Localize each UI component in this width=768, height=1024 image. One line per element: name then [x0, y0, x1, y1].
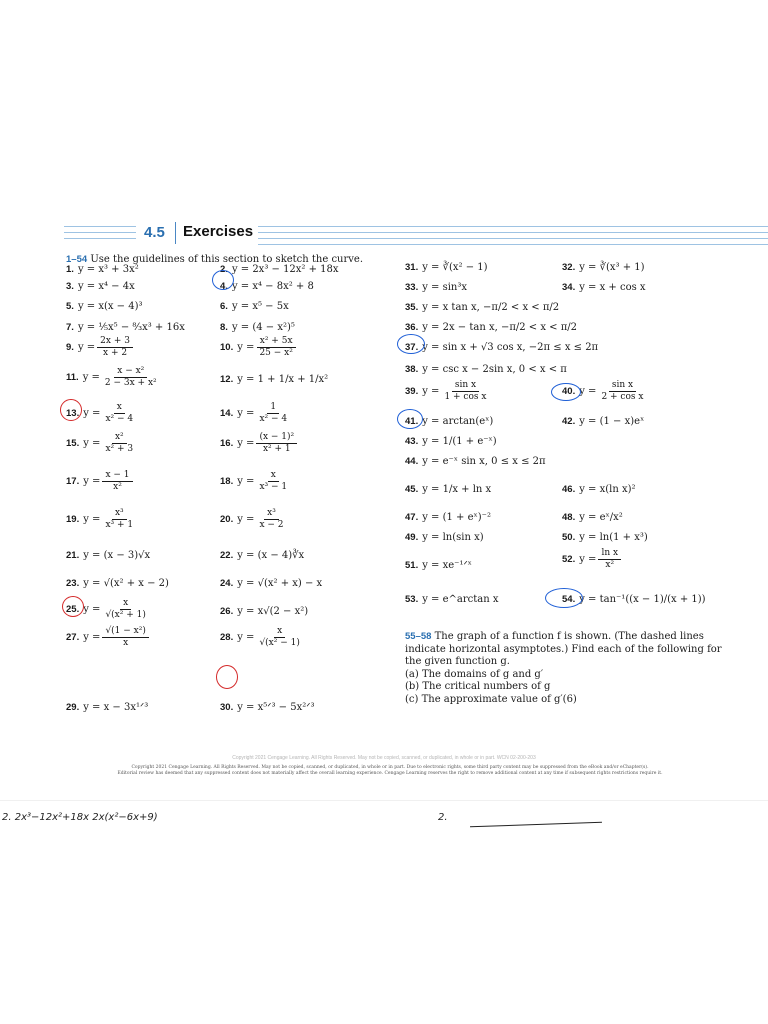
- fraction-denominator: x: [123, 638, 129, 648]
- exercise-equation: y = ln(sin x): [422, 532, 484, 543]
- exercise-7: [66, 322, 185, 334]
- exercise-equation: y = x⁴ − 4x: [77, 281, 135, 292]
- exercise-equation: y = e^arctan x: [422, 594, 499, 605]
- exercise-equation: y = (1 − x)eˣ: [579, 416, 645, 427]
- copyright-line-1: Copyright 2021 Cengage Learning. All Rights Reserved. May not be copied, scanned, or duplicated, in whole or in part. WCN 02-200-203: [232, 755, 536, 761]
- fraction-denominator: x + 2: [103, 348, 128, 358]
- exercise-22: [220, 550, 304, 562]
- exercise-lhs: y =: [237, 438, 255, 449]
- fraction-numerator: x: [268, 470, 279, 482]
- exercise-number: 48.: [562, 512, 576, 523]
- exercise-number: 35.: [405, 302, 419, 313]
- exercise-number: 32.: [562, 262, 576, 273]
- exercise-number: 4.: [220, 281, 228, 292]
- exercise-number: 40.: [562, 386, 576, 397]
- header-rule-right-4: [258, 244, 768, 245]
- fraction: [256, 336, 295, 359]
- exercise-lhs: y =: [237, 408, 255, 419]
- exercise-equation: y = x tan x, −π/2 < x < π/2: [422, 302, 560, 313]
- exercise-39: [405, 380, 491, 403]
- exercise-equation: y = csc x − 2sin x, 0 < x < π: [422, 364, 567, 375]
- fraction: [441, 380, 489, 403]
- exercise-27: [66, 626, 151, 649]
- fraction-numerator: ln x: [598, 548, 621, 560]
- exercise-number: 16.: [220, 438, 234, 449]
- exercise-equation: y = x(x − 4)³: [77, 301, 143, 312]
- fraction: [256, 626, 302, 649]
- section-55-58: [405, 631, 735, 706]
- exercise-equation: y = sin³x: [422, 282, 468, 293]
- pen-circle-11: [60, 399, 82, 421]
- section-divider: [175, 222, 176, 244]
- instructions-text: Use the guidelines of this section to sketch the curve.: [90, 254, 364, 265]
- exercise-equation: y = ln(1 + x³): [579, 532, 648, 543]
- exercise-24: [220, 578, 322, 590]
- fraction-numerator: x² + 5x: [257, 336, 296, 348]
- fraction-denominator: x³ − 1: [259, 482, 288, 492]
- pen-circle-37: [397, 334, 425, 354]
- exercise-equation: y = ∛(x² − 1): [422, 262, 488, 273]
- exercise-20: [220, 508, 289, 531]
- exercise-lhs: y =: [579, 386, 597, 397]
- pen-circle-40: [551, 383, 581, 401]
- exercise-number: 31.: [405, 262, 419, 273]
- exercise-number: 21.: [66, 550, 80, 561]
- fraction: [102, 470, 132, 493]
- exercise-21: [66, 550, 150, 562]
- exercise-lhs: y =: [237, 632, 255, 643]
- exercise-equation: y = x⁴ − 8x² + 8: [231, 281, 314, 292]
- exercise-number: 51.: [405, 560, 419, 571]
- exercise-equation: y = x³ + 3x²: [77, 264, 139, 275]
- fraction: [256, 432, 297, 455]
- pen-circle-41: [397, 409, 423, 429]
- header-rule-left-2: [64, 232, 136, 233]
- exercise-number: 36.: [405, 322, 419, 333]
- exercise-49: [405, 532, 484, 544]
- exercise-number: 10.: [220, 342, 234, 353]
- pen-circle-2: [212, 270, 234, 290]
- fraction-numerator: x: [274, 626, 285, 638]
- fraction-denominator: 2 − 3x + x²: [104, 378, 157, 388]
- fraction-denominator: x² − 4: [105, 414, 134, 424]
- fraction: [598, 380, 646, 403]
- header-rule-left-1: [64, 226, 136, 227]
- exercise-number: 45.: [405, 484, 419, 495]
- exercise-lhs: y =: [579, 554, 597, 565]
- exercise-17: [66, 470, 135, 493]
- fraction-numerator: x: [120, 598, 131, 610]
- exercise-number: 12.: [220, 374, 234, 385]
- exercise-45: [405, 484, 491, 496]
- fraction-numerator: x³: [264, 508, 279, 520]
- exercise-8: [220, 322, 295, 334]
- exercise-32: [562, 262, 645, 274]
- exercise-50: [562, 532, 648, 544]
- pen-circle-23: [62, 596, 84, 617]
- exercise-lhs: y =: [422, 386, 440, 397]
- header-rule-right-3: [258, 238, 768, 239]
- exercise-number: 11.: [66, 372, 79, 383]
- section2-text: The graph of a function f is shown. (The dashed lines indicate horizontal asymptotes.) Find each of the following for the given function g.: [405, 631, 722, 667]
- exercise-52: [562, 548, 623, 571]
- exercise-9: [66, 336, 135, 359]
- exercise-54: [562, 594, 706, 606]
- exercise-number: 24.: [220, 578, 234, 589]
- exercise-number: 8.: [220, 322, 228, 333]
- exercise-number: 54.: [562, 594, 576, 605]
- fraction-denominator: x − 2: [259, 520, 284, 530]
- exercise-51: [405, 560, 472, 572]
- section2-item-c: (c) The approximate value of g′(6): [405, 693, 577, 705]
- header-rule-right-1: [258, 226, 768, 227]
- exercise-10: [220, 336, 298, 359]
- header-rule-left-3: [64, 238, 136, 239]
- fraction-numerator: 2x + 3: [97, 336, 133, 348]
- exercise-23: [66, 578, 169, 590]
- fraction: [598, 548, 621, 571]
- section-number: 4.5: [144, 224, 165, 241]
- exercise-48: [562, 512, 623, 524]
- exercise-lhs: y =: [83, 408, 101, 419]
- exercise-2: [220, 264, 339, 276]
- exercise-number: 7.: [66, 322, 74, 333]
- exercise-equation: y = (4 − x²)⁵: [231, 322, 295, 333]
- exercise-equation: y = 1/x + ln x: [422, 484, 492, 495]
- exercise-number: 50.: [562, 532, 576, 543]
- exercise-28: [220, 626, 305, 649]
- fraction-numerator: sin x: [609, 380, 636, 392]
- exercise-number: 53.: [405, 594, 419, 605]
- exercise-34: [562, 282, 646, 294]
- exercise-number: 42.: [562, 416, 576, 427]
- exercise-number: 30.: [220, 702, 234, 713]
- exercise-number: 20.: [220, 514, 234, 525]
- fraction-denominator: x² + 1: [262, 444, 291, 454]
- exercise-14: [220, 402, 292, 425]
- fraction: [102, 598, 148, 621]
- exercise-equation: y = 1/(1 + e⁻ˣ): [422, 436, 497, 447]
- handwritten-line: [470, 822, 602, 828]
- exercise-46: [562, 484, 636, 496]
- fraction-denominator: 25 − x²: [259, 348, 293, 358]
- exercise-number: 38.: [405, 364, 419, 375]
- exercise-number: 28.: [220, 632, 234, 643]
- exercise-equation: y = 2x³ − 12x² + 18x: [231, 264, 339, 275]
- exercise-number: 6.: [220, 301, 228, 312]
- fraction-numerator: (x − 1)²: [256, 432, 297, 444]
- exercise-number: 33.: [405, 282, 419, 293]
- exercise-equation: y = x + cos x: [579, 282, 646, 293]
- exercise-number: 9.: [66, 342, 74, 353]
- fraction-denominator: 1 + cos x: [444, 392, 487, 402]
- exercise-equation: y = xe⁻¹ᐟˣ: [422, 560, 472, 571]
- exercise-33: [405, 282, 467, 294]
- exercise-lhs: y =: [237, 342, 255, 353]
- exercise-number: 14.: [220, 408, 234, 419]
- fraction-numerator: sin x: [452, 380, 479, 392]
- exercise-equation: y = ∛(x³ + 1): [579, 262, 645, 273]
- fraction: [97, 336, 133, 359]
- exercise-lhs: y =: [83, 604, 101, 615]
- fraction: [256, 508, 286, 531]
- exercise-lhs: y =: [237, 476, 255, 487]
- exercise-16: [220, 432, 299, 455]
- fraction-denominator: √(x² − 1): [259, 638, 300, 648]
- exercise-1: [66, 264, 139, 276]
- fraction-denominator: x² − 4: [259, 414, 288, 424]
- header-rule-right-2: [258, 232, 768, 233]
- exercise-equation: y = e⁻ˣ sin x, 0 ≤ x ≤ 2π: [422, 456, 546, 467]
- exercise-5: [66, 301, 143, 313]
- fraction-numerator: x − 1: [102, 470, 132, 482]
- copyright-line-3-text: Editorial review has deemed that any suppressed content does not materially affect the overall learning experience. Cengage Learning reserves the right to remove additional content at any time if subsequent rights restrictions require it.: [117, 771, 663, 776]
- exercise-equation: y = eˣ/x²: [579, 512, 623, 523]
- exercise-31: [405, 262, 488, 274]
- fraction-numerator: x²: [112, 432, 127, 444]
- exercise-53: [405, 594, 498, 606]
- exercise-number: 29.: [66, 702, 80, 713]
- handwritten-note-right: 2.: [438, 812, 448, 823]
- exercise-number: 37.: [405, 342, 419, 353]
- exercise-6: [220, 301, 289, 313]
- fraction: [102, 366, 160, 389]
- exercise-equation: y = (x − 3)√x: [83, 550, 151, 561]
- section-title: Exercises: [183, 223, 254, 240]
- section2-item-a: (a) The domains of g and g′: [405, 668, 544, 680]
- fraction: [256, 470, 290, 493]
- fraction-denominator: x² + 3: [105, 444, 134, 454]
- exercise-number: 43.: [405, 436, 419, 447]
- exercise-number: 46.: [562, 484, 576, 495]
- exercise-number: 44.: [405, 456, 419, 467]
- exercise-26: [220, 606, 308, 618]
- exercise-12: [220, 374, 328, 386]
- exercise-lhs: y =: [82, 372, 100, 383]
- pen-circle-28: [216, 665, 238, 689]
- exercise-43: [405, 436, 497, 448]
- exercise-lhs: y =: [83, 632, 101, 643]
- exercise-number: 2.: [220, 264, 228, 275]
- exercise-number: 41.: [405, 416, 419, 427]
- fraction: [102, 626, 148, 649]
- exercise-number: 5.: [66, 301, 74, 312]
- exercise-lhs: y =: [83, 438, 101, 449]
- exercise-equation: y = 1 + 1/x + 1/x²: [237, 374, 329, 385]
- exercise-number: 3.: [66, 281, 74, 292]
- exercise-number: 22.: [220, 550, 234, 561]
- exercise-number: 15.: [66, 438, 80, 449]
- fraction-numerator: x − x²: [114, 366, 147, 378]
- fraction-denominator: x²: [605, 560, 615, 570]
- exercise-47: [405, 512, 491, 524]
- exercise-38: [405, 364, 567, 376]
- fraction-numerator: √(1 − x²): [102, 626, 148, 638]
- exercise-equation: y = ⅕x⁵ − ⁸⁄₃x³ + 16x: [77, 322, 185, 333]
- exercise-equation: y = x√(2 − x²): [237, 606, 309, 617]
- fraction: [256, 402, 290, 425]
- exercise-number: 34.: [562, 282, 576, 293]
- fraction: [102, 432, 136, 455]
- copyright-line-2: [60, 765, 720, 777]
- exercise-lhs: y =: [77, 342, 96, 353]
- exercise-15: [66, 432, 138, 455]
- exercise-lhs: y =: [83, 514, 101, 525]
- exercise-number: 18.: [220, 476, 234, 487]
- exercise-36: [405, 322, 577, 334]
- exercise-30: [220, 702, 314, 714]
- exercise-18: [220, 470, 292, 493]
- exercise-42: [562, 416, 644, 428]
- fraction: [102, 508, 136, 531]
- exercise-number: 49.: [405, 532, 419, 543]
- exercise-equation: y = x⁵ − 5x: [231, 301, 289, 312]
- exercise-equation: y = (1 + eˣ)⁻²: [422, 512, 491, 523]
- exercise-number: 25.: [66, 604, 80, 615]
- exercise-number: 19.: [66, 514, 80, 525]
- fraction-numerator: x³: [112, 508, 127, 520]
- exercise-equation: y = 2x − tan x, −π/2 < x < π/2: [422, 322, 578, 333]
- fraction-denominator: x³ + 1: [105, 520, 134, 530]
- copyright-line-2-text: Copyright 2021 Cengage Learning. All Rights Reserved. May not be copied, scanned, or duplicated, in whole or in part. Due to electronic rights, some third party content may be suppressed from the eBook and/or eChapter(s).: [131, 765, 649, 770]
- exercise-equation: y = x(ln x)²: [579, 484, 636, 495]
- exercise-3: [66, 281, 135, 293]
- fraction-denominator: x²: [113, 482, 122, 492]
- exercise-equation: y = x⁵ᐟ³ − 5x²ᐟ³: [237, 702, 315, 713]
- fraction-numerator: 1: [267, 402, 279, 414]
- handwritten-note-left: 2. 2x³−12x²+18x 2x(x²−6x+9): [2, 812, 158, 823]
- exercise-number: 17.: [66, 476, 80, 487]
- exercise-equation: y = arctan(eˣ): [422, 416, 494, 427]
- exercise-lhs: y =: [83, 476, 101, 487]
- section2-item-b: (b) The critical numbers of g: [405, 681, 551, 692]
- fraction-denominator: √(x² + 1): [105, 610, 146, 620]
- exercise-4: [220, 281, 314, 293]
- pen-circle-54: [545, 588, 583, 608]
- instructions-range: 1–54: [66, 254, 88, 265]
- exercise-number: 27.: [66, 632, 80, 643]
- exercise-number: 1.: [66, 264, 74, 275]
- exercise-number: 47.: [405, 512, 419, 523]
- exercise-number: 39.: [405, 386, 419, 397]
- exercise-equation: y = sin x + √3 cos x, −2π ≤ x ≤ 2π: [422, 342, 599, 353]
- exercise-equation: y = (x − 4)∛x: [237, 550, 305, 561]
- exercise-19: [66, 508, 138, 531]
- fraction-denominator: 2 + cos x: [601, 392, 644, 402]
- fraction: [102, 402, 136, 425]
- exercise-11: [66, 366, 162, 389]
- page-edge: [0, 800, 768, 801]
- fraction-numerator: x: [114, 402, 125, 414]
- exercise-29: [66, 702, 148, 714]
- exercise-44: [405, 456, 546, 468]
- exercise-number: 26.: [220, 606, 234, 617]
- exercise-equation: y = √(x² + x) − x: [237, 578, 323, 589]
- exercise-equation: y = tan⁻¹((x − 1)/(x + 1)): [579, 594, 706, 605]
- exercise-equation: y = √(x² + x − 2): [83, 578, 169, 589]
- exercise-37: [405, 342, 598, 354]
- exercise-35: [405, 302, 559, 314]
- exercise-number: 23.: [66, 578, 80, 589]
- exercise-number: 13.: [66, 408, 80, 419]
- section2-range: 55–58: [405, 631, 432, 642]
- exercise-equation: y = x − 3x¹ᐟ³: [83, 702, 149, 713]
- exercise-number: 52.: [562, 554, 576, 565]
- exercise-lhs: y =: [237, 514, 255, 525]
